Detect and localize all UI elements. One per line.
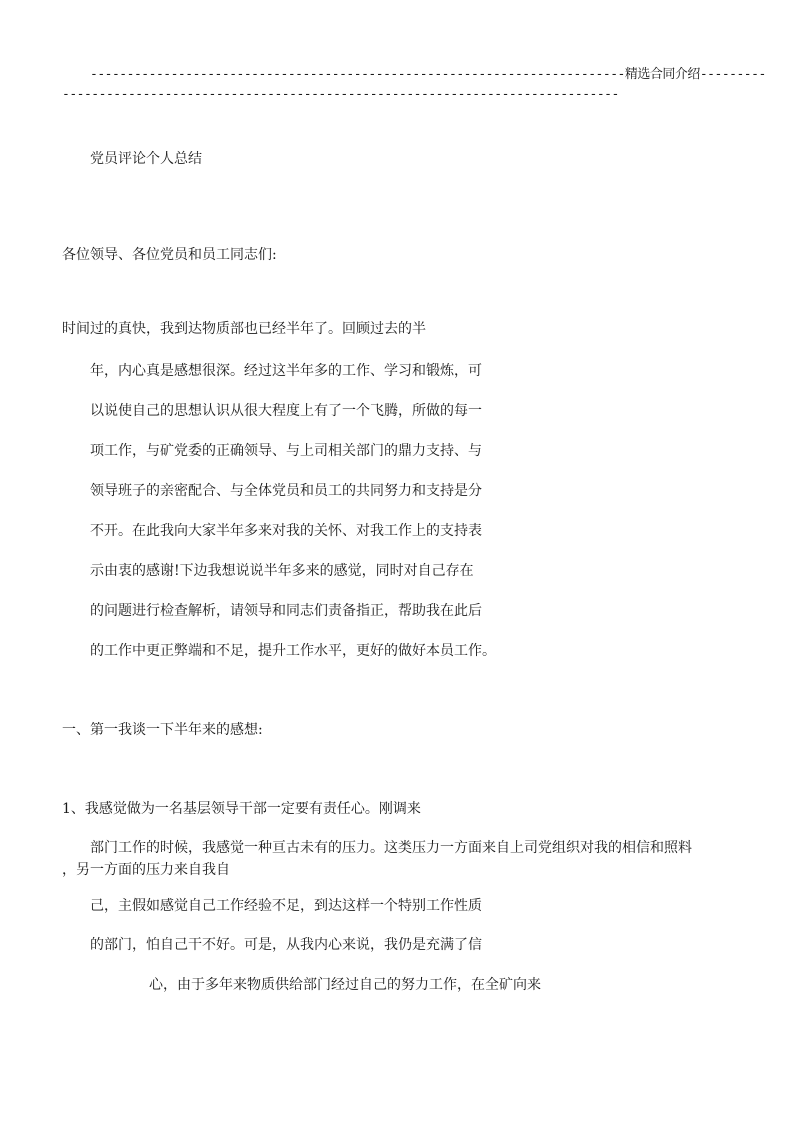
paragraph-line: 年，内心真是感想很深。经过这半年多的工作、学习和锻炼，可 bbox=[90, 363, 482, 379]
paragraph-line: 的问题进行检查解析，请领导和同志们责备指正，帮助我在此后 bbox=[90, 603, 482, 619]
salutation: 各位领导、各位党员和员工同志们: bbox=[62, 247, 277, 263]
paragraph-line: 示由衷的感谢!下边我想说说半年多来的感觉，同时对自己存在 bbox=[90, 563, 474, 579]
paragraph-line: ，另一方面的压力来自我自 bbox=[62, 862, 230, 878]
section-heading: 一、第一我谈一下半年来的感想: bbox=[62, 722, 263, 738]
paragraph-line: 心，由于多年来物质供给部门经过自己的努力工作，在全矿向来 bbox=[149, 977, 541, 993]
paragraph-line: 以说使自己的思想认识从很大程度上有了一个飞腾，所做的每一 bbox=[90, 403, 482, 419]
paragraph-line: 领导班子的亲密配合、与全体党员和员工的共同努力和支持是分 bbox=[90, 483, 482, 499]
paragraph-line: 时间过的真快，我到达物质部也已经半年了。回顾过去的半 bbox=[62, 321, 426, 337]
document-title: 党员评论个人总结 bbox=[90, 151, 202, 167]
paragraph-line: 1、我感觉做为一名基层领导干部一定要有责任心。刚调来 bbox=[62, 801, 421, 817]
paragraph-line: 项工作，与矿党委的正确领导、与上司相关部门的鼎力支持、与 bbox=[90, 443, 482, 459]
paragraph-line: 不开。在此我向大家半年多来对我的关怀、对我工作上的支持表 bbox=[90, 523, 482, 539]
paragraph-line: 己，主假如感觉自己工作经验不足，到达这样一个特别工作性质 bbox=[90, 898, 482, 914]
paragraph-line: 部门工作的时候，我感觉一种亘古未有的压力。这类压力一方面来自上司党组织对我的相信和照料 bbox=[90, 840, 692, 856]
header-dash-line-1: -------------------------------------------------------------------------精选合同介绍--------- bbox=[90, 67, 766, 82]
header-dash-line-2: ---------------------------------------------------------------------------- bbox=[62, 87, 619, 102]
paragraph-line: 的工作中更正弊端和不足，提升工作水平，更好的做好本员工作。 bbox=[90, 643, 496, 659]
paragraph-line: 的部门，怕自己干不好。可是，从我内心来说，我仍是充满了信 bbox=[90, 937, 482, 953]
